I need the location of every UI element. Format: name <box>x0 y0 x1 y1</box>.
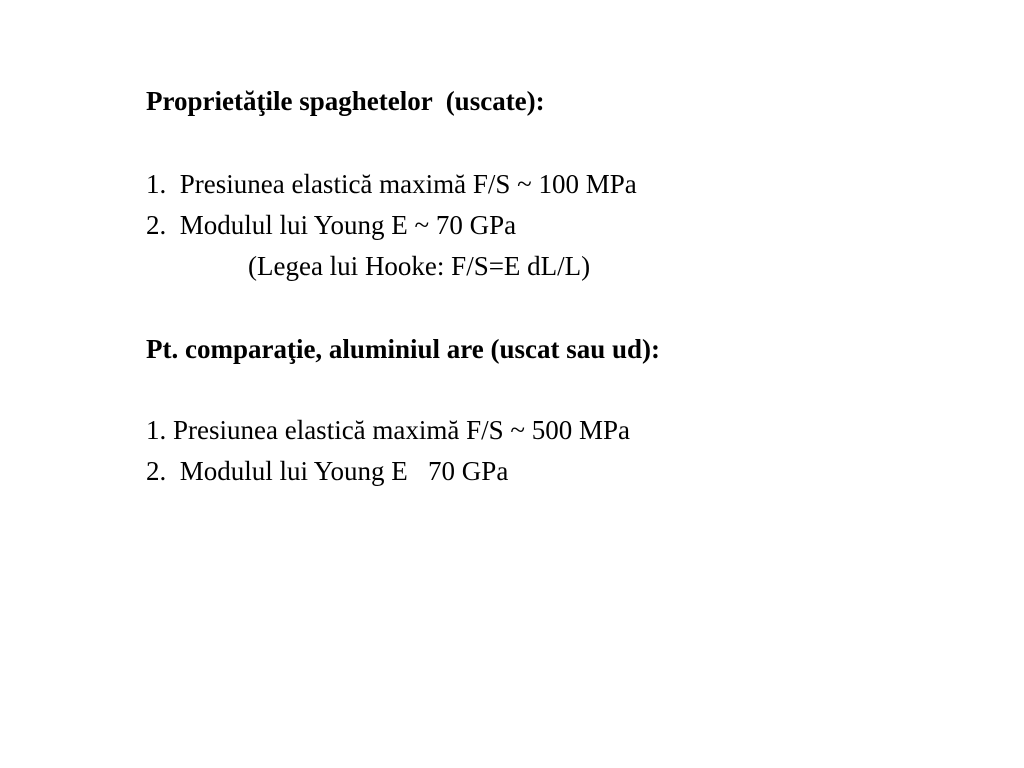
aluminium-comparison-heading: Pt. comparaţie, aluminiul are (uscat sau ud): <box>146 334 660 364</box>
spaghetti-elastic-stress-item: 1. Presiunea elastică maximă F/S ~ 100 MPa <box>146 169 637 199</box>
aluminium-elastic-stress-item: 1. Presiunea elastică maximă F/S ~ 500 MPa <box>146 415 631 445</box>
hooke-law-note: (Legea lui Hooke: F/S=E dL/L) <box>248 251 591 281</box>
spaghetti-young-modulus-item: 2. Modulul lui Young E ~ 70 GPa <box>146 210 517 240</box>
spaghetti-properties-heading: Proprietăţile spaghetelor (uscate): <box>146 86 545 116</box>
aluminium-young-modulus-item: 2. Modulul lui Young E 70 GPa <box>146 456 509 486</box>
